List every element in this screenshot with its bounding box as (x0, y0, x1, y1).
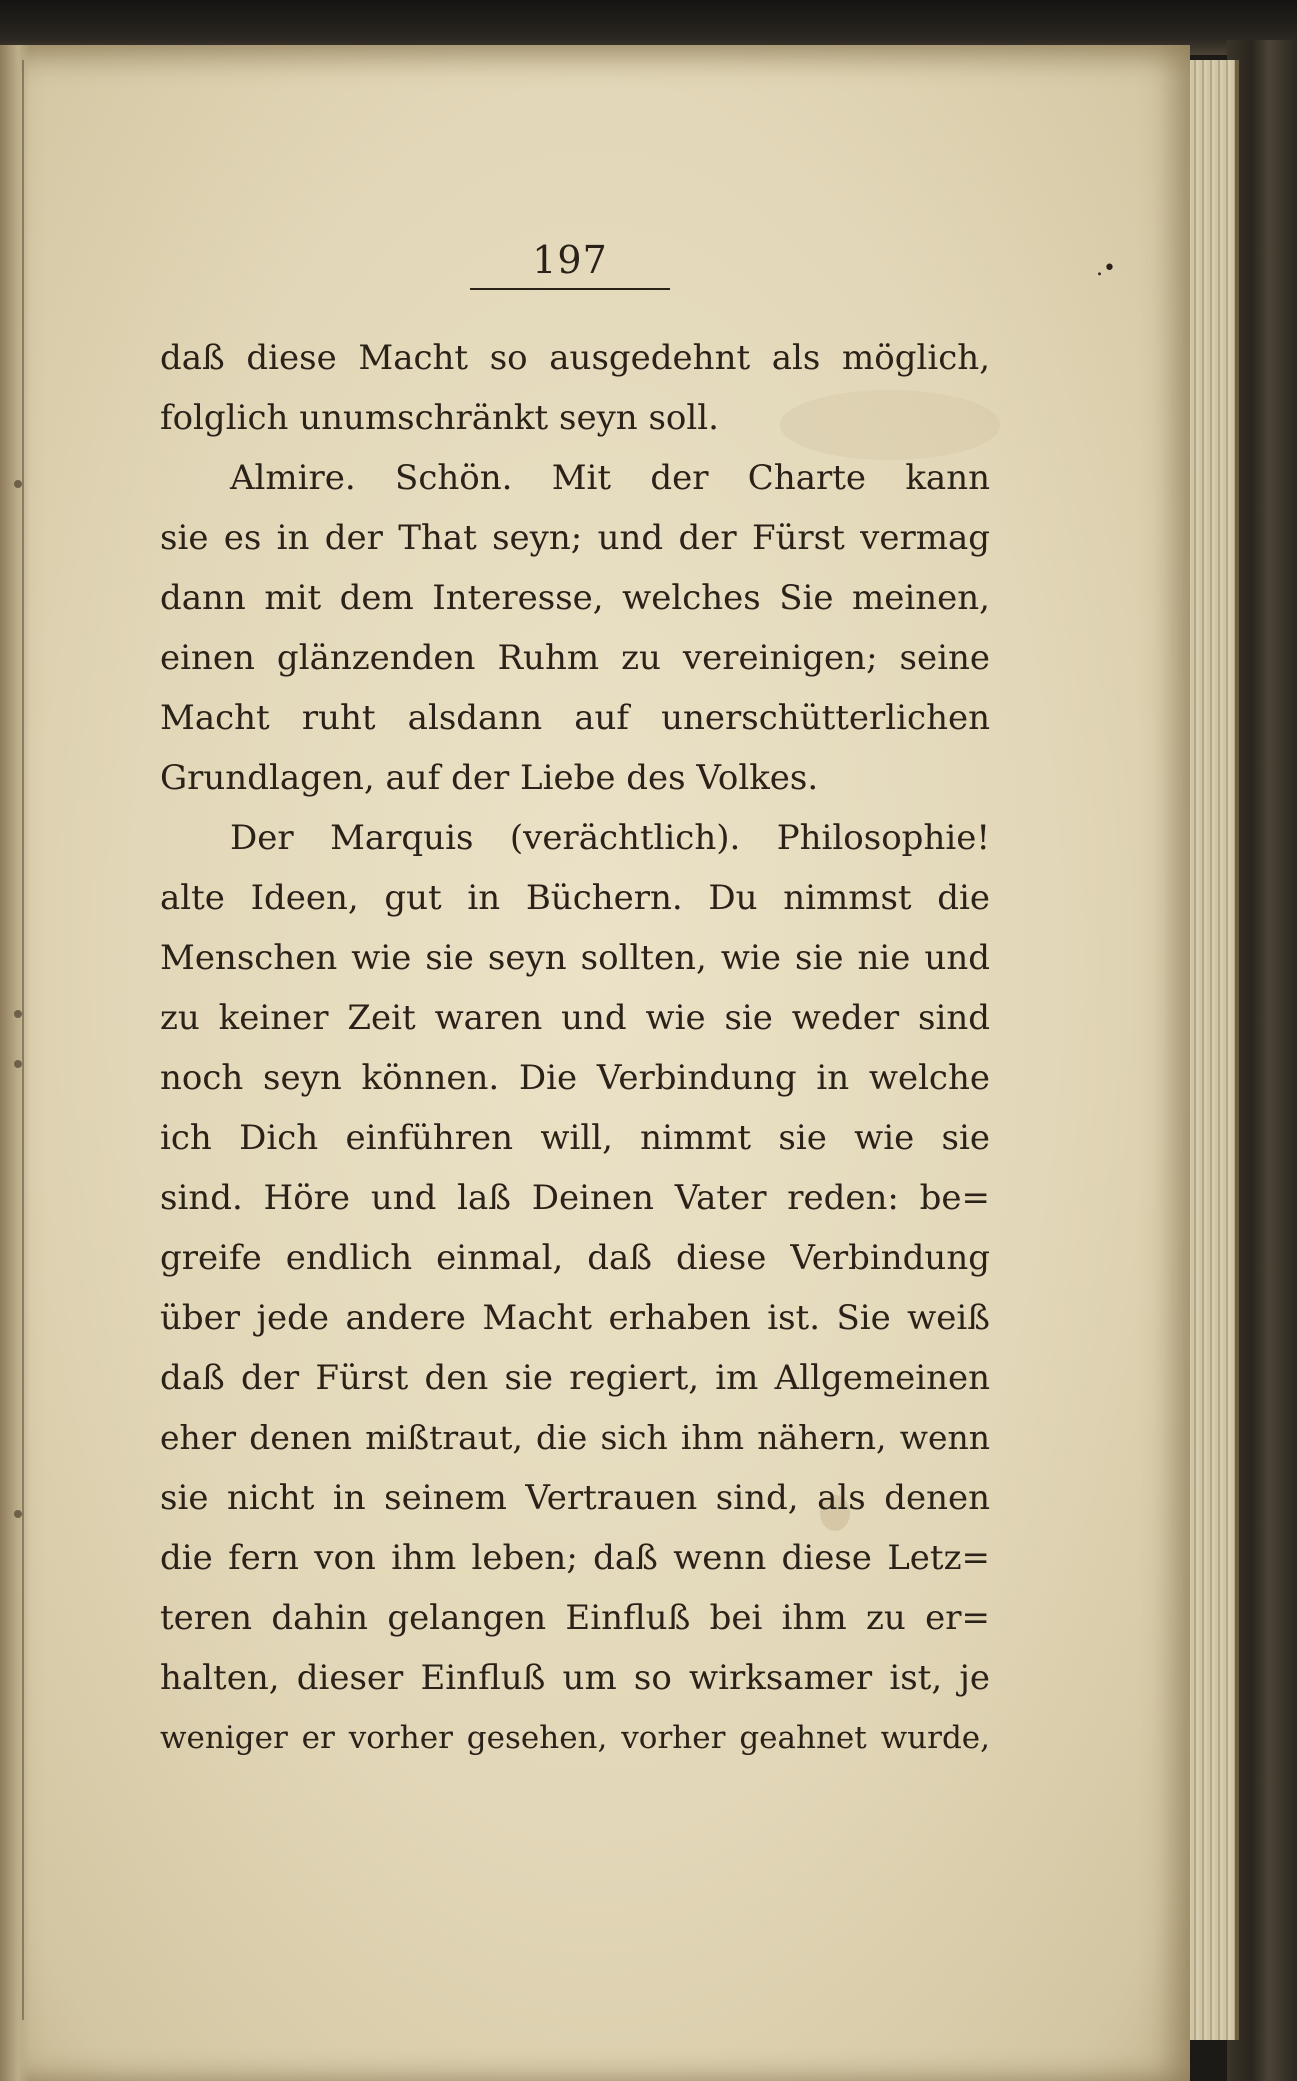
text-line: die fern von ihm leben; daß wenn diese Letz= (160, 1538, 990, 1578)
corner-mark: .• (1096, 256, 1116, 281)
text-line: sie es in der That seyn; und der Fürst vermag (160, 518, 990, 558)
text-line: einen glänzenden Ruhm zu vereinigen; seine (160, 638, 990, 678)
text-line: Almire. Schön. Mit der Charte kann (230, 458, 990, 498)
page-number: 197 (532, 238, 608, 282)
text-line: daß diese Macht so ausgedehnt als möglich, (160, 338, 990, 378)
text-line: dann mit dem Interesse, welches Sie meinen, (160, 578, 990, 618)
page-number-rule (470, 288, 670, 290)
text-line: sie nicht in seinem Vertrauen sind, als denen (160, 1478, 990, 1518)
text-line: ich Dich einführen will, nimmt sie wie sie (160, 1118, 990, 1158)
body-text (160, 328, 990, 1768)
text-line: Grundlagen, auf der Liebe des Volkes. (160, 758, 819, 798)
text-line: über jede andere Macht erhaben ist. Sie weiß (160, 1298, 990, 1338)
text-line: Menschen wie sie seyn sollten, wie sie nie und (160, 938, 990, 978)
text-line: sind. Höre und laß Deinen Vater reden: be= (160, 1178, 990, 1218)
gutter-stitch-mark (14, 480, 22, 488)
gutter-stitch-mark (14, 1060, 22, 1068)
text-line: eher denen mißtraut, die sich ihm nähern, wenn (160, 1418, 990, 1457)
gutter-stitch-mark (14, 1010, 22, 1018)
text-line: weniger er vorher gesehen, vorher geahnet wurde, (160, 1720, 990, 1756)
text-line: teren dahin gelangen Einfluß bei ihm zu er= (160, 1598, 990, 1638)
text-line: daß der Fürst den sie regiert, im Allgemeinen (160, 1358, 990, 1398)
text-line: folglich unumschränkt seyn soll. (160, 398, 719, 438)
text-line: Macht ruht alsdann auf unerschütterlichen (160, 698, 990, 738)
text-line: halten, dieser Einfluß um so wirksamer ist, je (160, 1658, 990, 1698)
gutter-stitch-mark (14, 1510, 22, 1518)
text-line: Der Marquis (verächtlich). Philosophie! (230, 818, 990, 858)
text-line: zu keiner Zeit waren und wie sie weder sind (160, 998, 990, 1038)
text-line: greife endlich einmal, daß diese Verbindung (160, 1238, 990, 1278)
text-line: noch seyn können. Die Verbindung in welche (160, 1058, 990, 1098)
gutter-crease (22, 60, 24, 2020)
text-line: alte Ideen, gut in Büchern. Du nimmst die (160, 878, 990, 918)
